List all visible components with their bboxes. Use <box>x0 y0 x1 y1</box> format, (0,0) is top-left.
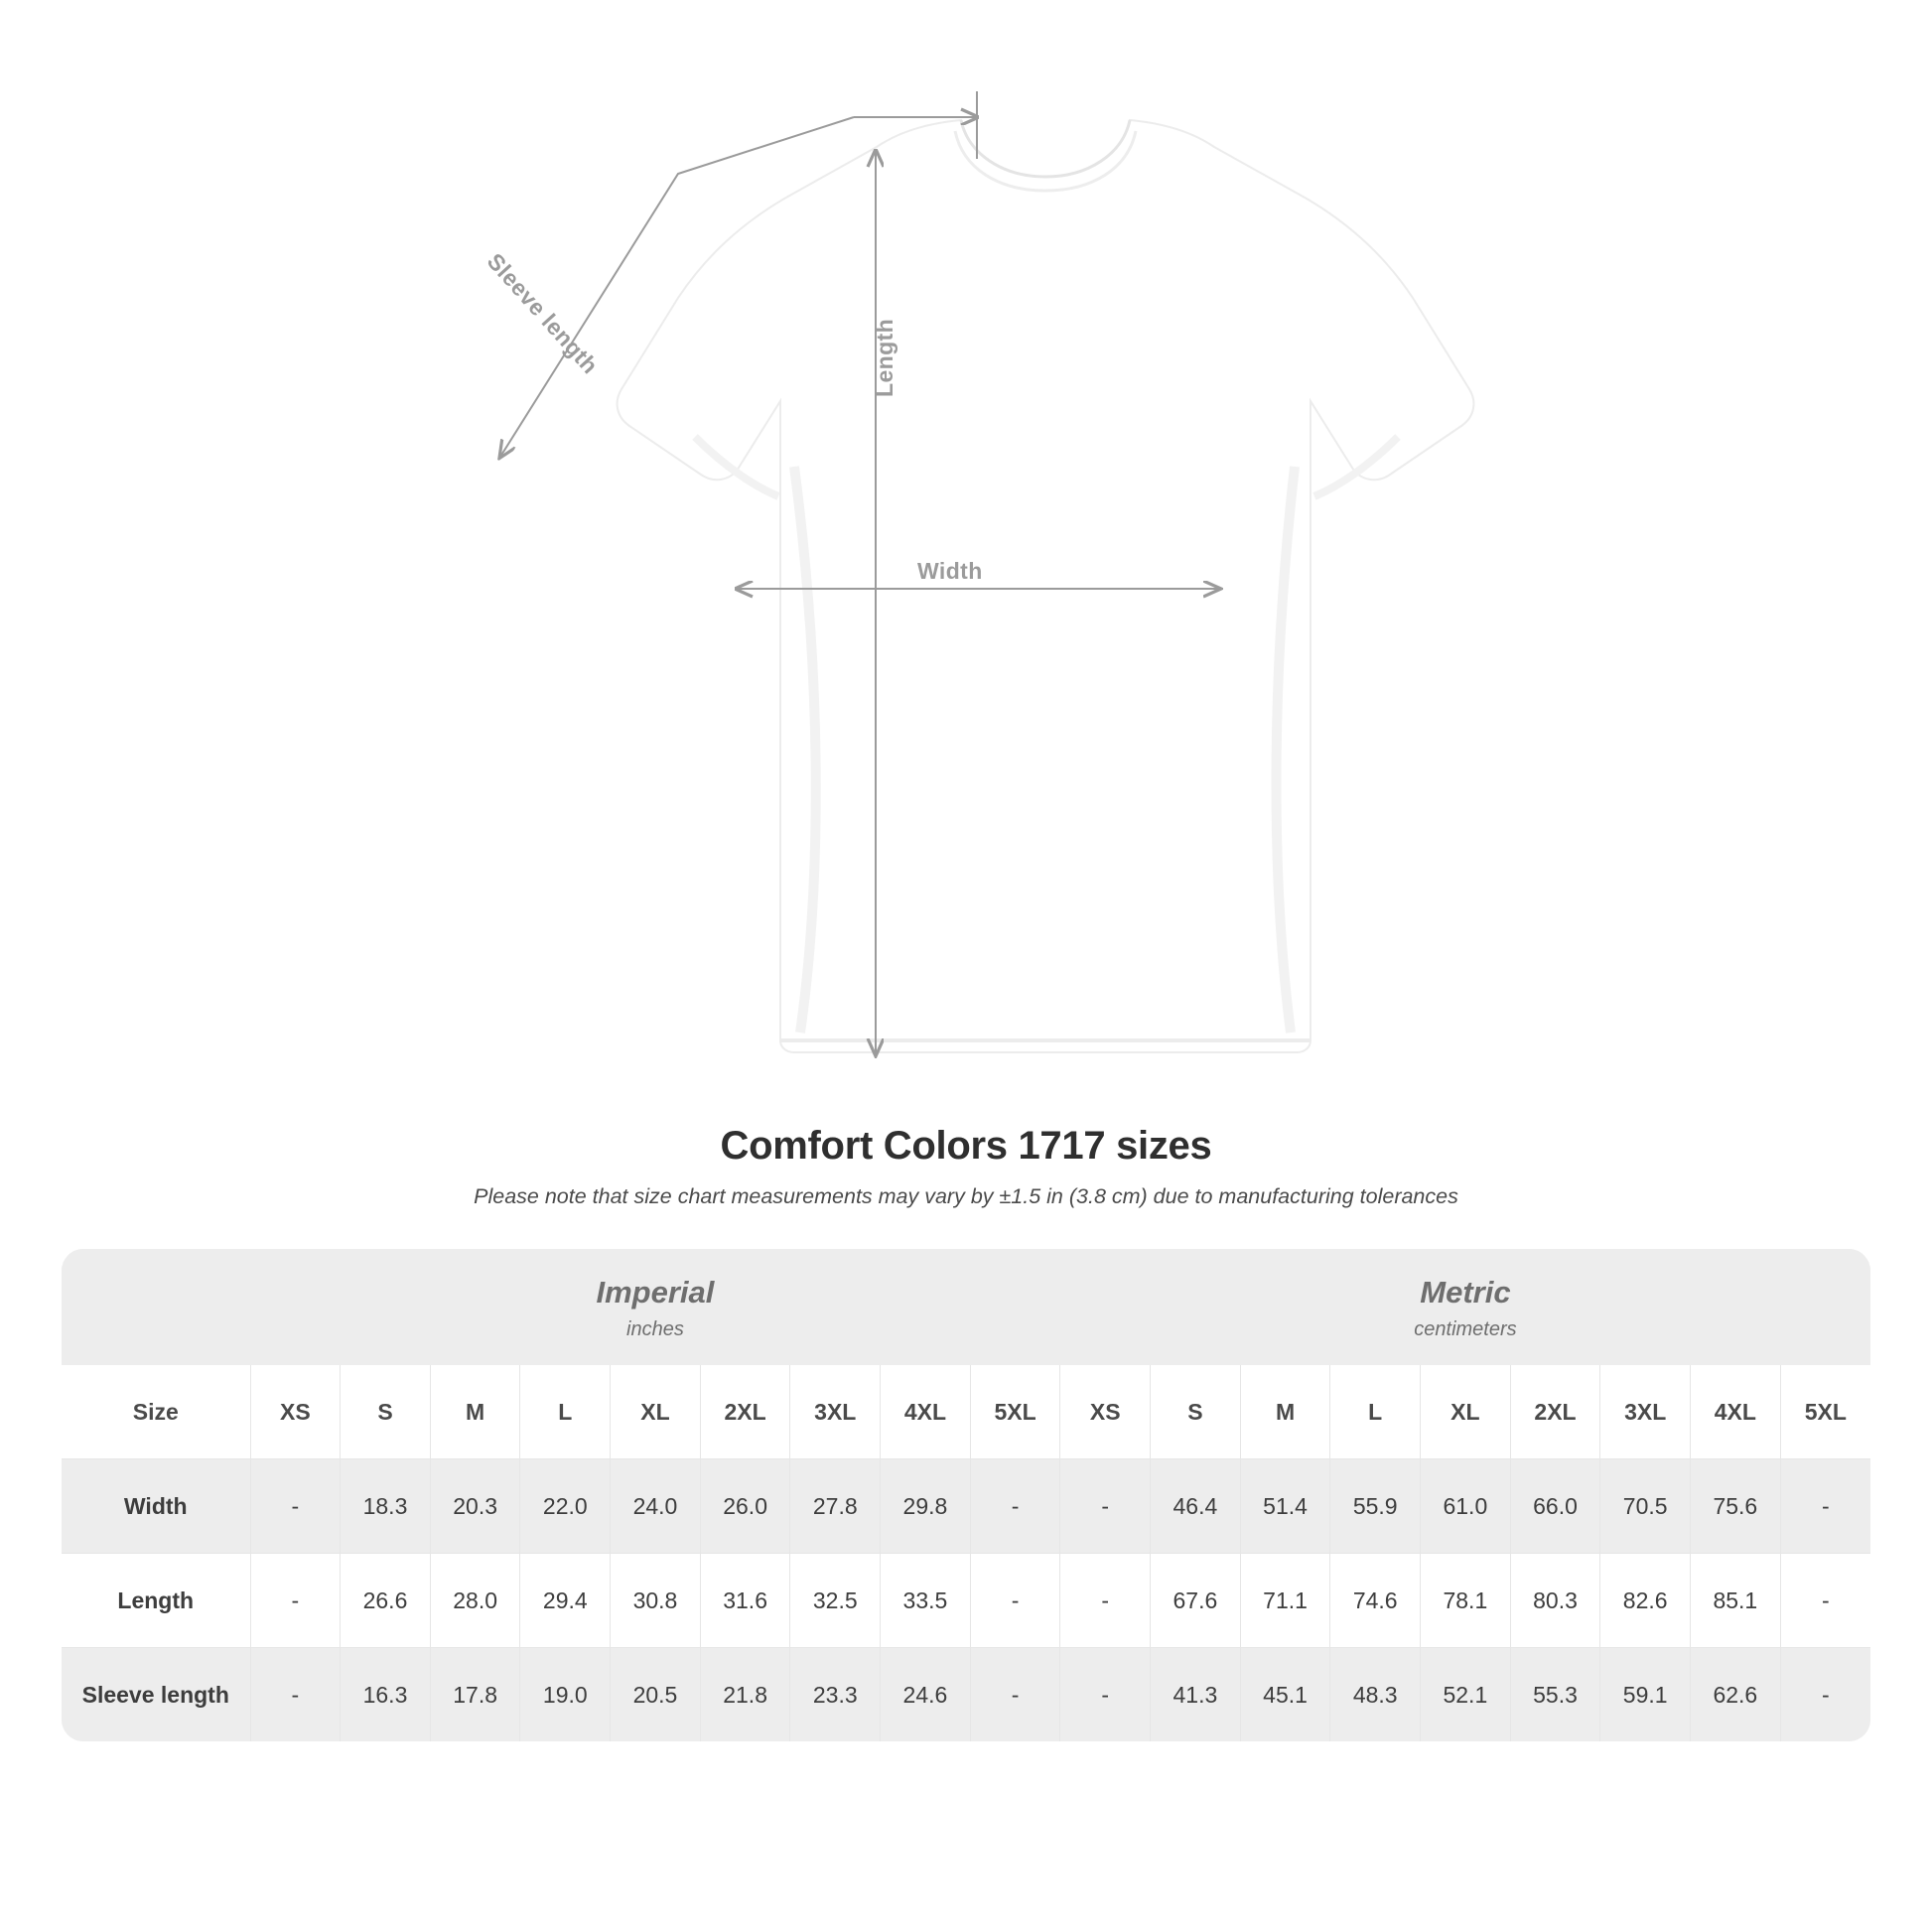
cell-length-9: - <box>1060 1554 1151 1648</box>
size-chart-table <box>62 1249 1870 1741</box>
cell-sleeve-16: 62.6 <box>1691 1648 1781 1742</box>
size-col-15: 3XL <box>1600 1365 1691 1459</box>
cell-width-9: - <box>1060 1459 1151 1554</box>
row-label-length: Length <box>62 1554 250 1648</box>
cell-length-3: 29.4 <box>520 1554 611 1648</box>
table-row <box>62 1459 1870 1554</box>
cell-width-17: - <box>1780 1459 1870 1554</box>
unit-header-row <box>62 1249 1870 1365</box>
cell-length-15: 82.6 <box>1600 1554 1691 1648</box>
size-col-3: L <box>520 1365 611 1459</box>
cell-width-13: 61.0 <box>1421 1459 1511 1554</box>
size-col-17: 5XL <box>1780 1365 1870 1459</box>
cell-length-8: - <box>970 1554 1060 1648</box>
cell-sleeve-0: - <box>250 1648 341 1742</box>
size-header-cell: Size <box>62 1365 250 1459</box>
cell-sleeve-8: - <box>970 1648 1060 1742</box>
cell-width-6: 27.8 <box>790 1459 881 1554</box>
cell-length-4: 30.8 <box>611 1554 701 1648</box>
size-col-13: XL <box>1421 1365 1511 1459</box>
chart-header <box>0 1124 1932 1209</box>
size-col-9: XS <box>1060 1365 1151 1459</box>
size-col-1: S <box>341 1365 431 1459</box>
cell-width-12: 55.9 <box>1330 1459 1421 1554</box>
cell-sleeve-1: 16.3 <box>341 1648 431 1742</box>
cell-width-1: 18.3 <box>341 1459 431 1554</box>
size-col-2: M <box>430 1365 520 1459</box>
cell-length-10: 67.6 <box>1151 1554 1241 1648</box>
table-row <box>62 1554 1870 1648</box>
cell-width-7: 29.8 <box>881 1459 971 1554</box>
cell-sleeve-6: 23.3 <box>790 1648 881 1742</box>
sleeve-length-label: Sleeve length <box>482 248 604 379</box>
cell-length-6: 32.5 <box>790 1554 881 1648</box>
table-row <box>62 1648 1870 1742</box>
unit-imperial-name: Imperial <box>596 1275 715 1310</box>
cell-sleeve-17: - <box>1780 1648 1870 1742</box>
cell-width-16: 75.6 <box>1691 1459 1781 1554</box>
tolerance-note: Please note that size chart measurements may vary by ±1.5 in (3.8 cm) due to manufacturing tolerances <box>474 1184 1458 1208</box>
row-label-width: Width <box>62 1459 250 1554</box>
size-col-5: 2XL <box>700 1365 790 1459</box>
unit-imperial-sub: inches <box>626 1318 684 1340</box>
size-col-11: M <box>1240 1365 1330 1459</box>
cell-length-16: 85.1 <box>1691 1554 1781 1648</box>
cell-length-0: - <box>250 1554 341 1648</box>
cell-sleeve-2: 17.8 <box>430 1648 520 1742</box>
cell-width-11: 51.4 <box>1240 1459 1330 1554</box>
cell-width-2: 20.3 <box>430 1459 520 1554</box>
cell-length-14: 80.3 <box>1510 1554 1600 1648</box>
cell-width-3: 22.0 <box>520 1459 611 1554</box>
cell-sleeve-12: 48.3 <box>1330 1648 1421 1742</box>
cell-length-7: 33.5 <box>881 1554 971 1648</box>
size-col-8: 5XL <box>970 1365 1060 1459</box>
cell-length-12: 74.6 <box>1330 1554 1421 1648</box>
length-label: Length <box>872 318 897 397</box>
cell-sleeve-10: 41.3 <box>1151 1648 1241 1742</box>
cell-sleeve-11: 45.1 <box>1240 1648 1330 1742</box>
cell-length-11: 71.1 <box>1240 1554 1330 1648</box>
cell-width-5: 26.0 <box>700 1459 790 1554</box>
size-header-row <box>62 1365 1870 1459</box>
cell-width-15: 70.5 <box>1600 1459 1691 1554</box>
cell-length-13: 78.1 <box>1421 1554 1511 1648</box>
unit-metric <box>1060 1249 1870 1365</box>
cell-width-10: 46.4 <box>1151 1459 1241 1554</box>
size-col-0: XS <box>250 1365 341 1459</box>
cell-sleeve-4: 20.5 <box>611 1648 701 1742</box>
cell-width-8: - <box>970 1459 1060 1554</box>
size-col-10: S <box>1151 1365 1241 1459</box>
size-col-6: 3XL <box>790 1365 881 1459</box>
tshirt-shape <box>618 120 1474 1052</box>
cell-width-4: 24.0 <box>611 1459 701 1554</box>
cell-sleeve-15: 59.1 <box>1600 1648 1691 1742</box>
width-label: Width <box>917 558 983 584</box>
cell-sleeve-9: - <box>1060 1648 1151 1742</box>
unit-spacer <box>62 1249 250 1365</box>
cell-sleeve-5: 21.8 <box>700 1648 790 1742</box>
cell-length-1: 26.6 <box>341 1554 431 1648</box>
unit-metric-sub: centimeters <box>1414 1318 1517 1340</box>
size-col-16: 4XL <box>1691 1365 1781 1459</box>
size-col-7: 4XL <box>881 1365 971 1459</box>
cell-length-5: 31.6 <box>700 1554 790 1648</box>
cell-length-17: - <box>1780 1554 1870 1648</box>
cell-length-2: 28.0 <box>430 1554 520 1648</box>
unit-imperial <box>250 1249 1060 1365</box>
cell-width-14: 66.0 <box>1510 1459 1600 1554</box>
cell-sleeve-14: 55.3 <box>1510 1648 1600 1742</box>
size-col-12: L <box>1330 1365 1421 1459</box>
cell-width-0: - <box>250 1459 341 1554</box>
row-label-sleeve-length: Sleeve length <box>62 1648 250 1742</box>
cell-sleeve-3: 19.0 <box>520 1648 611 1742</box>
size-col-14: 2XL <box>1510 1365 1600 1459</box>
cell-sleeve-7: 24.6 <box>881 1648 971 1742</box>
unit-metric-name: Metric <box>1420 1275 1511 1310</box>
cell-sleeve-13: 52.1 <box>1421 1648 1511 1742</box>
page-title: Comfort Colors 1717 sizes <box>720 1124 1212 1168</box>
size-col-4: XL <box>611 1365 701 1459</box>
